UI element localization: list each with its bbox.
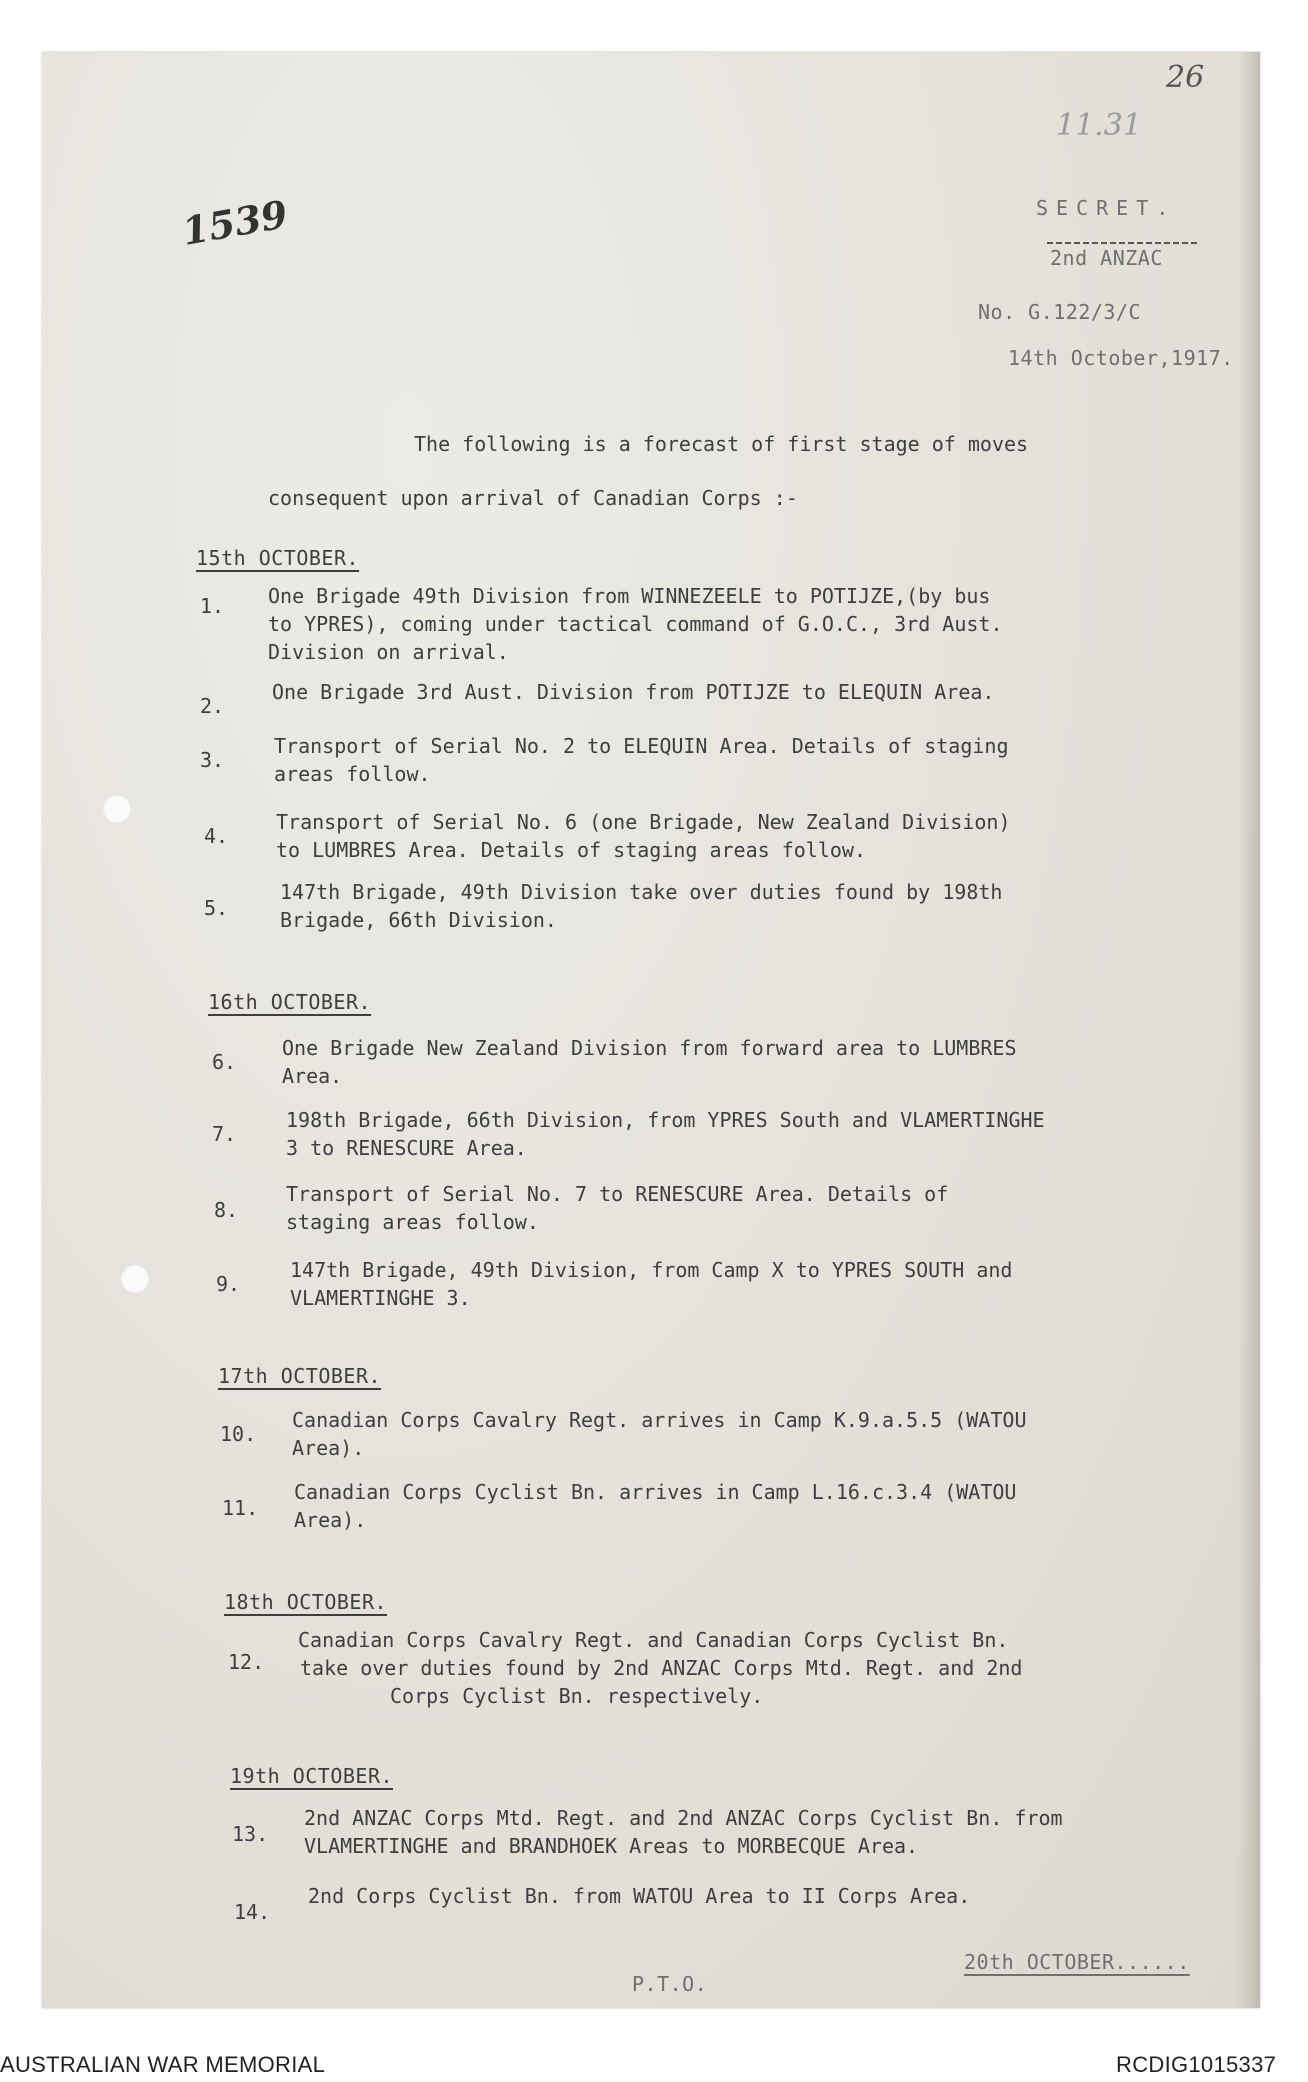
item-line: Transport of Serial No. 2 to ELEQUIN Area. Details of staging	[274, 734, 1009, 758]
item-line: Transport of Serial No. 6 (one Brigade, New Zealand Division)	[276, 810, 1011, 834]
item-line: 198th Brigade, 66th Division, from YPRES South and VLAMERTINGHE	[286, 1108, 1045, 1132]
unit-name: 2nd ANZAC	[1050, 246, 1163, 270]
section-heading-19th: 19th OCTOBER.	[230, 1764, 394, 1788]
punch-hole-top	[102, 794, 132, 824]
item-number: 2.	[200, 694, 225, 718]
item-number: 14.	[234, 1900, 271, 1924]
section-heading-18th: 18th OCTOBER.	[224, 1590, 388, 1614]
page-number: 26	[1166, 60, 1205, 95]
item-line: One Brigade New Zealand Division from forward area to LUMBRES	[282, 1036, 1017, 1060]
item-number: 5.	[204, 896, 229, 920]
item-line: areas follow.	[274, 762, 431, 786]
paper-edge-shadow	[1238, 52, 1260, 2008]
item-number: 6.	[212, 1050, 237, 1074]
item-number: 10.	[220, 1422, 257, 1446]
item-line: Canadian Corps Cyclist Bn. arrives in Camp L.16.c.3.4 (WATOU	[294, 1480, 1017, 1504]
item-line: to YPRES), coming under tactical command of G.O.C., 3rd Aust.	[268, 612, 1003, 636]
item-line: Corps Cyclist Bn. respectively.	[390, 1684, 764, 1708]
item-line: 147th Brigade, 49th Division, from Camp X to YPRES SOUTH and	[290, 1258, 1013, 1282]
item-line: Transport of Serial No. 7 to RENESCURE Area. Details of	[286, 1182, 949, 1206]
item-number: 8.	[214, 1198, 239, 1222]
top-mark: 11.31	[1056, 108, 1142, 143]
archive-stamp: 1539	[178, 191, 291, 254]
item-number: 9.	[216, 1272, 241, 1296]
section-heading-17th: 17th OCTOBER.	[218, 1364, 382, 1388]
section-heading-15th: 15th OCTOBER.	[196, 546, 360, 570]
item-line: staging areas follow.	[286, 1210, 539, 1234]
caption-identifier: RCDIG1015337	[1116, 2052, 1277, 2077]
pto-mark: P.T.O.	[632, 1972, 708, 1996]
item-line: Area).	[292, 1436, 365, 1460]
reference-number: No. G.122/3/C	[978, 300, 1142, 324]
item-number: 13.	[232, 1822, 269, 1846]
item-number: 1.	[200, 594, 225, 618]
item-number: 4.	[204, 824, 229, 848]
item-number: 12.	[228, 1650, 265, 1674]
item-line: Canadian Corps Cavalry Regt. arrives in Camp K.9.a.5.5 (WATOU	[292, 1408, 1027, 1432]
item-line: 147th Brigade, 49th Division take over duties found by 198th	[280, 880, 1003, 904]
item-number: 11.	[222, 1496, 259, 1520]
item-number: 7.	[212, 1122, 237, 1146]
item-line: 2nd ANZAC Corps Mtd. Regt. and 2nd ANZAC Corps Cyclist Bn. from	[304, 1806, 1063, 1830]
item-line: Division on arrival.	[268, 640, 509, 664]
intro-line-2: consequent upon arrival of Canadian Corps :-	[268, 486, 798, 510]
item-line: Area.	[282, 1064, 343, 1088]
classification: SECRET.	[1036, 196, 1177, 220]
item-number: 3.	[200, 748, 225, 772]
document-date: 14th October,1917.	[1008, 346, 1234, 370]
item-line: 3 to RENESCURE Area.	[286, 1136, 527, 1160]
section-heading-16th: 16th OCTOBER.	[208, 990, 372, 1014]
item-line: Canadian Corps Cavalry Regt. and Canadian Corps Cyclist Bn.	[298, 1628, 1009, 1652]
item-line: 2nd Corps Cyclist Bn. from WATOU Area to II Corps Area.	[308, 1884, 971, 1908]
punch-hole-bottom	[120, 1264, 150, 1294]
item-line: One Brigade 49th Division from WINNEZEELE to POTIJZE,(by bus	[268, 584, 991, 608]
continued-mark: 20th OCTOBER......	[964, 1950, 1190, 1974]
item-line: VLAMERTINGHE 3.	[290, 1286, 471, 1310]
classification-underline	[1047, 242, 1197, 244]
intro-line-1: The following is a forecast of first stage of moves	[414, 432, 1029, 456]
item-line: Area).	[294, 1508, 367, 1532]
item-line: to LUMBRES Area. Details of staging areas follow.	[276, 838, 867, 862]
item-line: One Brigade 3rd Aust. Division from POTIJZE to ELEQUIN Area.	[272, 680, 995, 704]
caption-institution: AUSTRALIAN WAR MEMORIAL	[0, 2052, 326, 2077]
item-line: take over duties found by 2nd ANZAC Corps Mtd. Regt. and 2nd	[300, 1656, 1023, 1680]
item-line: Brigade, 66th Division.	[280, 908, 557, 932]
item-line: VLAMERTINGHE and BRANDHOEK Areas to MORBECQUE Area.	[304, 1834, 919, 1858]
